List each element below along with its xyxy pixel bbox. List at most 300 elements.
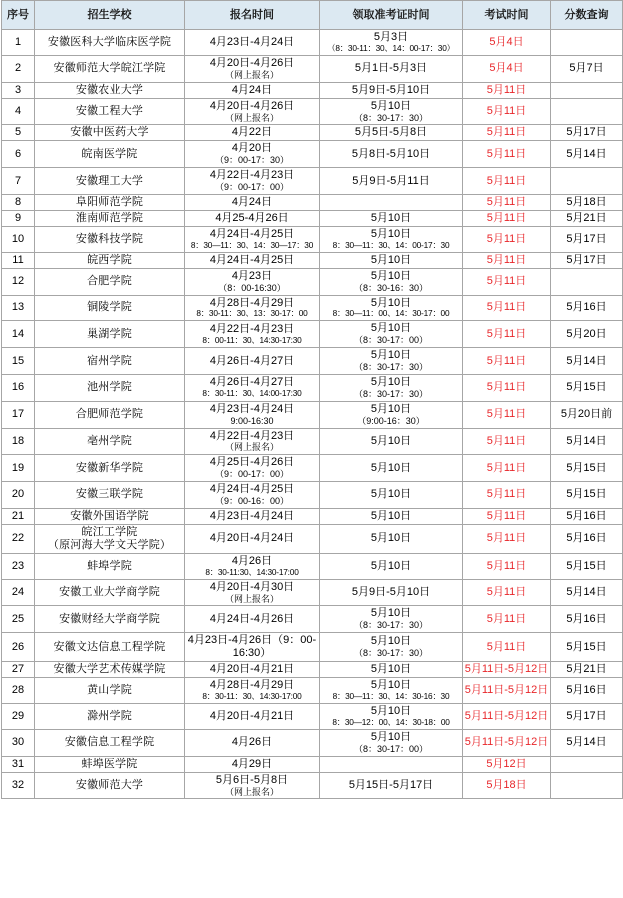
school-name [35, 756, 185, 772]
ticket-time [320, 401, 463, 428]
school-name-main: 安徽外国语学院 [70, 509, 149, 522]
exam-time: 5月11日-5月12日 [463, 729, 551, 756]
apply-time [185, 226, 320, 252]
school-name [35, 374, 185, 401]
apply-time [185, 401, 320, 428]
score-query-time: 5月16日 [551, 508, 623, 524]
table-row [2, 252, 623, 268]
column-header-ticket-time: 领取准考证时间 [320, 1, 463, 30]
ticket-time [320, 482, 463, 509]
school-name-main: 安徽新华学院 [75, 461, 144, 474]
score-query-time [551, 756, 623, 772]
apply-time-main: 4月28日-4月29日 [209, 679, 295, 692]
school-name-main: 淮南师范学院 [75, 211, 144, 224]
school-name-main: 安徽信息工程学院 [64, 736, 155, 749]
exam-time: 5月11日 [463, 252, 551, 268]
exam-time: 5月11日 [463, 194, 551, 210]
exam-time: 5月11日 [463, 633, 551, 662]
ticket-time [320, 295, 463, 321]
ticket-time [320, 226, 463, 252]
exam-time: 5月11日 [463, 210, 551, 226]
table-row [2, 455, 623, 482]
exam-time: 5月11日 [463, 374, 551, 401]
ticket-time [320, 756, 463, 772]
school-name [35, 125, 185, 141]
school-name [35, 633, 185, 662]
school-name [35, 268, 185, 295]
ticket-time-detail: （8：30-11：30、14：00-17：30） [327, 42, 455, 53]
row-index: 24 [2, 579, 35, 606]
row-index: 4 [2, 98, 35, 125]
ticket-time [320, 30, 463, 56]
row-index: 31 [2, 756, 35, 772]
apply-time-main: 4月20日-4月26日 [209, 99, 295, 112]
ticket-time [320, 772, 463, 799]
table-row [2, 579, 623, 606]
apply-time [185, 348, 320, 375]
table-row [2, 703, 623, 729]
exam-time: 5月11日 [463, 482, 551, 509]
apply-time-main: 4月20日-4月30日 [209, 580, 295, 593]
apply-time-main: 4月24日-4月25日 [209, 227, 295, 240]
table-row [2, 30, 623, 56]
school-name-main: 皖南医学院 [81, 147, 138, 160]
table-row [2, 141, 623, 168]
apply-time [185, 125, 320, 141]
ticket-time-main: 5月9日-5月10日 [351, 586, 431, 599]
school-name-main: 宿州学院 [87, 354, 132, 367]
row-index: 2 [2, 55, 35, 82]
school-name-main: 安徽农业大学 [75, 83, 144, 96]
exam-time: 5月11日 [463, 226, 551, 252]
table-row [2, 98, 623, 125]
row-index: 18 [2, 428, 35, 455]
school-name [35, 428, 185, 455]
apply-time-main: 4月20日-4月21日 [209, 709, 295, 722]
school-name-main: 安徽中医药大学 [70, 126, 149, 139]
score-query-time: 5月20日 [551, 321, 623, 348]
admissions-schedule-table [1, 0, 623, 799]
row-index: 11 [2, 252, 35, 268]
score-query-time: 5月15日 [551, 553, 623, 579]
ticket-time [320, 553, 463, 579]
score-query-time: 5月14日 [551, 579, 623, 606]
ticket-time [320, 348, 463, 375]
exam-time: 5月11日 [463, 141, 551, 168]
table-row [2, 401, 623, 428]
school-name [35, 82, 185, 98]
school-name-main: 安徽工业大学商学院 [59, 586, 160, 599]
table-row [2, 508, 623, 524]
score-query-time [551, 168, 623, 195]
ticket-time [320, 82, 463, 98]
row-index: 17 [2, 401, 35, 428]
ticket-time-detail: 8：30—11：30、14：00-17：30 [332, 239, 450, 250]
apply-time [185, 30, 320, 56]
apply-time-detail: （9：00-17：30） [214, 155, 290, 166]
row-index: 10 [2, 226, 35, 252]
score-query-time: 5月14日 [551, 141, 623, 168]
ticket-time-detail: 8：30—11：00、14：30-17：00 [332, 308, 450, 319]
table-row [2, 553, 623, 579]
table-row [2, 268, 623, 295]
apply-time-detail: 9:00-16:30 [230, 415, 274, 426]
row-index: 5 [2, 125, 35, 141]
ticket-time [320, 678, 463, 704]
school-name-main: 安徽医科大学临床医学院 [47, 35, 172, 48]
apply-time-detail: 8：30-11：30、14:30-17:00 [202, 691, 302, 702]
ticket-time [320, 268, 463, 295]
table-row [2, 194, 623, 210]
exam-time: 5月11日 [463, 579, 551, 606]
school-name [35, 30, 185, 56]
school-name [35, 295, 185, 321]
table-row [2, 729, 623, 756]
exam-time: 5月11日 [463, 508, 551, 524]
ticket-time-main: 5月10日 [370, 461, 412, 474]
apply-time-main: 4月23日-4月24日 [209, 35, 295, 48]
row-index: 8 [2, 194, 35, 210]
apply-time-detail: 8：30—11：30、14：30—17：30 [190, 239, 314, 250]
apply-time-main: 4月25日-4月26日 [209, 456, 295, 469]
ticket-time-main: 5月5日-5月8日 [354, 126, 428, 139]
ticket-time-main: 5月9日-5月10日 [351, 83, 431, 96]
ticket-time-main: 5月10日 [370, 607, 412, 620]
exam-time: 5月11日 [463, 125, 551, 141]
apply-time [185, 579, 320, 606]
apply-time [185, 508, 320, 524]
score-query-time: 5月15日 [551, 482, 623, 509]
ticket-time [320, 524, 463, 553]
ticket-time [320, 194, 463, 210]
apply-time-main: 4月28日-4月29日 [209, 296, 295, 309]
row-index: 20 [2, 482, 35, 509]
ticket-time [320, 455, 463, 482]
apply-time-main: 5月6日-5月8日 [215, 773, 289, 786]
row-index: 29 [2, 703, 35, 729]
apply-time [185, 455, 320, 482]
school-name [35, 321, 185, 348]
score-query-time: 5月17日 [551, 226, 623, 252]
table-row [2, 374, 623, 401]
row-index: 3 [2, 82, 35, 98]
score-query-time: 5月7日 [551, 55, 623, 82]
exam-time: 5月11日 [463, 98, 551, 125]
exam-time: 5月11日 [463, 606, 551, 633]
row-index: 23 [2, 553, 35, 579]
row-index: 6 [2, 141, 35, 168]
school-name-main: 皖西学院 [87, 253, 132, 266]
exam-time: 5月11日 [463, 82, 551, 98]
school-name [35, 194, 185, 210]
score-query-time: 5月15日 [551, 633, 623, 662]
table-row [2, 678, 623, 704]
row-index: 12 [2, 268, 35, 295]
row-index: 26 [2, 633, 35, 662]
exam-time: 5月11日-5月12日 [463, 662, 551, 678]
ticket-time-main: 5月10日 [370, 730, 412, 743]
apply-time-main: 4月26日-4月27日 [209, 354, 295, 367]
school-name [35, 55, 185, 82]
score-query-time: 5月21日 [551, 210, 623, 226]
apply-time [185, 374, 320, 401]
school-name-main: 阜阳师范学院 [75, 195, 144, 208]
apply-time-main: 4月20日-4月24日 [209, 532, 295, 545]
apply-time [185, 82, 320, 98]
apply-time-main: 4月25-4月26日 [215, 211, 289, 224]
apply-time-detail: （8：00-16:30） [218, 282, 286, 293]
apply-time [185, 55, 320, 82]
ticket-time [320, 125, 463, 141]
ticket-time [320, 729, 463, 756]
ticket-time-main: 5月15日-5月17日 [348, 779, 434, 792]
score-query-time: 5月15日 [551, 374, 623, 401]
school-name [35, 482, 185, 509]
school-name-main: 亳州学院 [87, 434, 132, 447]
apply-time-main: 4月20日-4月26日 [209, 56, 295, 69]
ticket-time-main: 5月10日 [370, 679, 412, 692]
exam-time: 5月11日 [463, 348, 551, 375]
school-name [35, 678, 185, 704]
ticket-time-detail: （8：30-17：30） [353, 362, 429, 373]
apply-time [185, 553, 320, 579]
ticket-time [320, 210, 463, 226]
apply-time-main: 4月24日-4月25日 [209, 253, 295, 266]
school-name-main: 合肥师范学院 [75, 408, 144, 421]
school-name-alt: （原河海大学文天学院） [47, 538, 172, 551]
school-name-main: 安徽科技学院 [75, 232, 144, 245]
exam-time: 5月11日 [463, 268, 551, 295]
ticket-time-main: 5月10日 [370, 663, 412, 676]
ticket-time-main: 5月10日 [370, 322, 412, 335]
apply-time-detail: （9：00-16：00） [214, 496, 290, 506]
school-name-main: 蚌埠学院 [87, 559, 132, 572]
row-index: 28 [2, 678, 35, 704]
apply-time [185, 168, 320, 195]
apply-time-main: 4月23日-4月24日 [209, 509, 295, 522]
ticket-time-detail: （8：30-17：00） [353, 335, 429, 346]
row-index: 21 [2, 508, 35, 524]
ticket-time-main: 5月10日 [370, 99, 412, 112]
apply-time-main: 4月24日-4月25日 [209, 483, 295, 496]
row-index: 22 [2, 524, 35, 553]
apply-time-main: 4月29日 [231, 757, 273, 770]
school-name [35, 226, 185, 252]
exam-time: 5月11日-5月12日 [463, 703, 551, 729]
exam-time: 5月11日 [463, 168, 551, 195]
apply-time-main: 4月26日 [231, 554, 273, 567]
exam-time: 5月11日 [463, 455, 551, 482]
ticket-time [320, 55, 463, 82]
row-index: 16 [2, 374, 35, 401]
apply-time [185, 98, 320, 125]
ticket-time-detail: （8：30-17：30） [353, 648, 429, 659]
apply-time-main: 4月26日 [231, 736, 273, 749]
table-row [2, 662, 623, 678]
apply-time [185, 194, 320, 210]
ticket-time-main: 5月3日 [373, 31, 409, 43]
apply-time-main: 4月24日 [231, 83, 273, 96]
school-name [35, 524, 185, 553]
school-name-main: 安徽师范大学皖江学院 [53, 62, 166, 75]
ticket-time [320, 508, 463, 524]
column-header-score-query: 分数查询 [551, 1, 623, 30]
ticket-time [320, 168, 463, 195]
ticket-time [320, 428, 463, 455]
ticket-time-detail: （8：30-17：30） [353, 112, 429, 123]
school-name-main: 黄山学院 [87, 684, 132, 697]
apply-time [185, 678, 320, 704]
school-name-main: 安徽文达信息工程学院 [53, 640, 166, 653]
apply-time-detail: 8：30-11：30、14:00-17:30 [202, 388, 302, 399]
apply-time-main: 4月26日-4月27日 [209, 376, 295, 389]
ticket-time-main: 5月10日 [370, 635, 412, 648]
apply-time [185, 428, 320, 455]
apply-time [185, 252, 320, 268]
score-query-time: 5月16日 [551, 606, 623, 633]
table-row [2, 125, 623, 141]
table-row [2, 321, 623, 348]
score-query-time: 5月20日前 [551, 401, 623, 428]
score-query-time [551, 82, 623, 98]
score-query-time: 5月21日 [551, 662, 623, 678]
exam-time: 5月11日 [463, 401, 551, 428]
school-name [35, 455, 185, 482]
row-index: 27 [2, 662, 35, 678]
school-name [35, 401, 185, 428]
ticket-time [320, 579, 463, 606]
school-name-main: 安徽大学艺术传媒学院 [53, 663, 166, 676]
row-index: 19 [2, 455, 35, 482]
exam-time: 5月11日 [463, 321, 551, 348]
school-name [35, 579, 185, 606]
apply-time-detail: （9：00-17：00） [214, 469, 290, 480]
score-query-time: 5月18日 [551, 194, 623, 210]
row-index: 32 [2, 772, 35, 799]
score-query-time: 5月17日 [551, 125, 623, 141]
apply-time-main: 4月24日 [231, 195, 273, 208]
apply-time [185, 482, 320, 509]
apply-time-detail: （9：00-17：00） [214, 182, 290, 193]
school-name [35, 210, 185, 226]
school-name [35, 553, 185, 579]
school-name-main: 安徽师范大学 [75, 779, 144, 792]
apply-time-detail: 8：30-11：30、13：30-17：00 [196, 308, 308, 319]
table-row [2, 482, 623, 509]
score-query-time: 5月17日 [551, 252, 623, 268]
apply-time-main: 4月23日-4月26日（9：00-16:30） [187, 634, 317, 660]
school-name-main: 安徽财经大学商学院 [59, 612, 160, 625]
table-row [2, 428, 623, 455]
ticket-time-main: 5月10日 [370, 269, 412, 282]
school-name-main: 皖江工学院 [81, 525, 138, 538]
ticket-time-main: 5月10日 [370, 559, 412, 572]
school-name [35, 606, 185, 633]
table-row [2, 210, 623, 226]
apply-time-main: 4月23日 [231, 269, 273, 282]
row-index: 14 [2, 321, 35, 348]
apply-time [185, 321, 320, 348]
score-query-time: 5月17日 [551, 703, 623, 729]
table-row [2, 633, 623, 662]
score-query-time: 5月14日 [551, 348, 623, 375]
table-body [2, 30, 623, 799]
exam-time: 5月11日 [463, 295, 551, 321]
row-index: 15 [2, 348, 35, 375]
ticket-time-main: 5月10日 [370, 227, 412, 240]
exam-time: 5月12日 [463, 756, 551, 772]
ticket-time-main: 5月10日 [370, 253, 412, 266]
apply-time [185, 268, 320, 295]
row-index: 13 [2, 295, 35, 321]
exam-time: 5月11日 [463, 428, 551, 455]
ticket-time [320, 633, 463, 662]
ticket-time-main: 5月10日 [370, 434, 412, 447]
apply-time-main: 4月22日 [231, 126, 273, 139]
ticket-time-detail: （8：30-17：30） [353, 388, 429, 399]
column-header-apply-time: 报名时间 [185, 1, 320, 30]
ticket-time-main: 5月10日 [370, 296, 412, 309]
table-row [2, 772, 623, 799]
ticket-time-main: 5月10日 [370, 211, 412, 224]
header-row [2, 1, 623, 30]
apply-time [185, 729, 320, 756]
ticket-time-detail: （9:00-16：30） [357, 415, 425, 426]
ticket-time [320, 703, 463, 729]
ticket-time-main: 5月10日 [370, 349, 412, 362]
score-query-time: 5月14日 [551, 428, 623, 455]
school-name-main: 铜陵学院 [87, 301, 132, 314]
ticket-time-main: 5月1日-5月3日 [354, 62, 428, 75]
table-header [2, 1, 623, 30]
school-name [35, 508, 185, 524]
apply-time-main: 4月24日-4月26日 [209, 612, 295, 625]
ticket-time-main: 5月10日 [370, 704, 412, 717]
score-query-time: 5月16日 [551, 295, 623, 321]
ticket-time-main: 5月8日-5月10日 [351, 147, 431, 160]
ticket-time [320, 374, 463, 401]
ticket-time-detail: （8：30-17：00） [353, 743, 429, 754]
table-row [2, 226, 623, 252]
row-index: 30 [2, 729, 35, 756]
ticket-time [320, 141, 463, 168]
apply-time-main: 4月23日-4月24日 [209, 402, 295, 415]
apply-time [185, 633, 320, 662]
apply-time [185, 295, 320, 321]
ticket-time-detail: （8：30-16：30） [353, 282, 429, 293]
school-name-main: 安徽工程大学 [75, 105, 144, 118]
apply-time [185, 141, 320, 168]
table-row [2, 82, 623, 98]
school-name [35, 772, 185, 799]
apply-time-main: 4月20日-4月21日 [209, 663, 295, 676]
school-name-main: 蚌埠医学院 [81, 757, 138, 770]
ticket-time-detail: 8：30—11：30、14：30-16：30 [332, 691, 450, 702]
apply-time-main: 4月22日-4月23日 [209, 322, 295, 335]
school-name-main: 巢湖学院 [87, 327, 132, 340]
school-name-main: 滁州学院 [87, 709, 132, 722]
score-query-time: 5月15日 [551, 455, 623, 482]
ticket-time-main: 5月10日 [370, 509, 412, 522]
ticket-time [320, 252, 463, 268]
score-query-time [551, 268, 623, 295]
score-query-time: 5月16日 [551, 678, 623, 704]
school-name-main: 安徽三联学院 [75, 488, 144, 501]
apply-time-detail: （网上报名） [224, 112, 279, 123]
ticket-time [320, 98, 463, 125]
score-query-time [551, 772, 623, 799]
exam-time: 5月11日-5月12日 [463, 678, 551, 704]
